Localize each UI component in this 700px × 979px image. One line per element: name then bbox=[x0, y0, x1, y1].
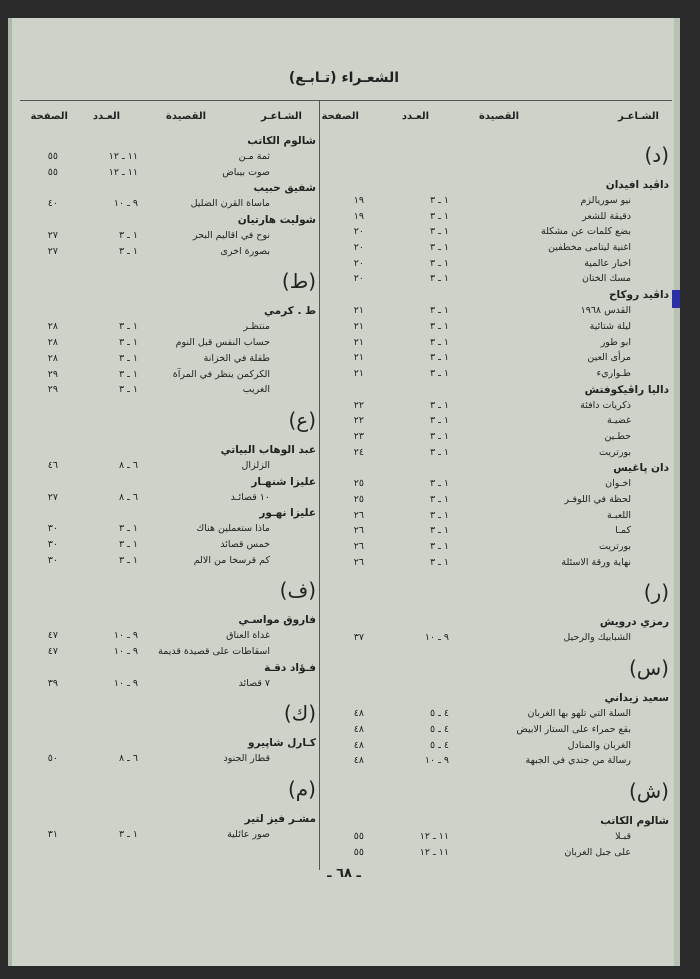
poem-row bbox=[18, 553, 316, 569]
poem-title: طفلة في الخزانة bbox=[203, 352, 270, 364]
poem-issue: ١ ـ ٣ bbox=[429, 273, 449, 285]
poem-issue: ١ ـ ٣ bbox=[429, 367, 449, 379]
poem-title: لحظة في اللوفـر bbox=[564, 494, 631, 505]
poem-page: ٢١ bbox=[353, 305, 364, 317]
poem-row bbox=[324, 476, 669, 492]
poem-title: ذكريات دافئة bbox=[580, 399, 631, 411]
poem-title: قبـلا bbox=[615, 830, 631, 842]
poem-title: القدس ١٩٦٨ bbox=[580, 305, 631, 317]
poem-page: ٢٧ bbox=[47, 230, 58, 242]
poem-page: ١٩ bbox=[353, 210, 364, 222]
poem-title: بورتريت bbox=[599, 541, 631, 553]
poem-row bbox=[18, 165, 316, 181]
poem-row bbox=[18, 521, 316, 537]
poem-issue: ١ ـ ٣ bbox=[429, 525, 449, 537]
poet-name: عليزا شنهـار bbox=[251, 475, 316, 488]
poem-page: ٢١ bbox=[353, 336, 364, 348]
poem-row bbox=[324, 722, 669, 738]
poem-row bbox=[324, 209, 669, 225]
left-column bbox=[18, 111, 316, 843]
poet-name: كـارل شاپيرو bbox=[247, 737, 316, 750]
poem-row bbox=[18, 751, 316, 767]
poem-title: كمـا bbox=[615, 525, 631, 537]
poem-title: صور عائلية bbox=[227, 829, 270, 841]
column-header bbox=[321, 111, 669, 133]
poem-row bbox=[18, 644, 316, 660]
poem-page: ٣٠ bbox=[47, 554, 58, 566]
poem-title: نهاية ورقة الاسئلة bbox=[561, 556, 631, 568]
poem-issue: ٩ ـ ١٠ bbox=[424, 632, 449, 644]
poem-page: ٢٩ bbox=[47, 368, 58, 380]
poet-name: داڤيد روكاح bbox=[608, 289, 669, 302]
poem-row bbox=[324, 193, 669, 209]
header-page: الصفحة bbox=[321, 111, 359, 122]
poem-row bbox=[324, 706, 669, 722]
poem-page: ٢١ bbox=[353, 320, 364, 332]
poet-name: عليزا نهـور bbox=[259, 507, 316, 520]
poem-row bbox=[18, 827, 316, 843]
section-letter-text: (م) bbox=[288, 777, 316, 802]
poet-name: عبد الوهاب البياتي bbox=[220, 443, 316, 456]
poem-title: ليلة شتائية bbox=[589, 320, 631, 332]
poem-title: منتظـر bbox=[243, 321, 270, 333]
poem-page: ٥٥ bbox=[353, 846, 364, 858]
poem-title: بورتريت bbox=[599, 446, 631, 458]
poem-row bbox=[324, 366, 669, 382]
header-page: الصفحة bbox=[30, 111, 68, 122]
poet-name: ط . كرمي bbox=[264, 305, 316, 318]
poet-name: فـؤاد دقـة bbox=[264, 661, 316, 674]
poem-row bbox=[324, 845, 669, 861]
poem-issue: ١ ـ ٣ bbox=[118, 554, 138, 566]
header-issue: العـدد bbox=[401, 111, 429, 122]
poem-issue: ١ ـ ٣ bbox=[118, 829, 138, 841]
poem-issue: ١ ـ ٣ bbox=[429, 494, 449, 505]
poem-title: اخبار عالمية bbox=[584, 257, 631, 269]
poem-page: ٥٥ bbox=[47, 151, 58, 162]
right-column bbox=[321, 111, 669, 860]
poem-issue: ٦ ـ ٨ bbox=[118, 753, 138, 765]
page-right-edge bbox=[674, 18, 680, 966]
poem-page: ٢٨ bbox=[47, 337, 58, 349]
poem-row bbox=[324, 398, 669, 414]
poem-page: ٢٠ bbox=[353, 273, 364, 285]
poem-issue: ٩ ـ ١٠ bbox=[113, 198, 138, 210]
poem-title: نوح في اقاليم البحر bbox=[192, 230, 270, 242]
poem-issue: ١ ـ ٣ bbox=[118, 384, 138, 396]
poem-row bbox=[18, 319, 316, 335]
header-poem: القصيدة bbox=[166, 111, 206, 122]
poem-issue: ١ ـ ٣ bbox=[429, 446, 449, 458]
poem-title: طـواريء bbox=[596, 367, 631, 379]
poem-row bbox=[324, 335, 669, 351]
poem-title: صوت بيباض bbox=[222, 166, 270, 178]
section-letter bbox=[324, 133, 669, 177]
poem-title: غضيـة bbox=[607, 415, 631, 427]
poem-row bbox=[18, 537, 316, 553]
poem-row bbox=[18, 196, 316, 212]
poem-page: ٥٠ bbox=[47, 753, 58, 765]
page-binding-edge bbox=[8, 18, 12, 966]
poem-issue: ١ ـ ٣ bbox=[429, 320, 449, 332]
poem-page: ٢٦ bbox=[353, 556, 364, 568]
poem-issue: ١ ـ ٣ bbox=[429, 226, 449, 238]
poem-issue: ١ ـ ٣ bbox=[118, 337, 138, 349]
poem-row bbox=[324, 303, 669, 319]
poem-row bbox=[324, 630, 669, 646]
poem-page: ٢٧ bbox=[47, 491, 58, 503]
poem-issue: ١ ـ ٣ bbox=[118, 245, 138, 257]
poem-row bbox=[324, 539, 669, 555]
poem-row bbox=[324, 753, 669, 769]
poem-page: ٥٥ bbox=[47, 166, 58, 178]
poem-page: ٢٨ bbox=[47, 352, 58, 364]
poem-row bbox=[324, 224, 669, 240]
poem-row bbox=[18, 335, 316, 351]
poem-title: مسك الختان bbox=[582, 273, 631, 285]
poem-title: خمس قصائد bbox=[220, 538, 270, 550]
poet-name: فاروق مواسـي bbox=[238, 614, 316, 627]
poet-name: شالوم الكاتب bbox=[247, 135, 316, 147]
poem-title: ثمة مـن bbox=[238, 151, 270, 162]
section-letter-text: (د) bbox=[644, 143, 669, 167]
poem-row bbox=[18, 244, 316, 260]
poem-title: الغربان والمنادل bbox=[567, 739, 631, 751]
poem-issue: ١ ـ ٣ bbox=[118, 368, 138, 380]
poem-row bbox=[324, 508, 669, 524]
poem-issue: ١ ـ ٣ bbox=[429, 415, 449, 427]
poem-row bbox=[18, 676, 316, 692]
poem-page: ١٩ bbox=[353, 195, 364, 206]
poem-title: الكركمن ينظر في المرآة bbox=[172, 368, 270, 380]
poem-page: ٢٠ bbox=[353, 242, 364, 254]
document-page bbox=[8, 18, 680, 966]
header-poem: القصيدة bbox=[479, 111, 519, 122]
poem-page: ٤٨ bbox=[353, 755, 364, 767]
poem-row bbox=[324, 555, 669, 571]
poem-page: ٢٦ bbox=[353, 525, 364, 537]
poem-page: ٢٢ bbox=[353, 399, 364, 411]
poem-title: ١٠ قصائـد bbox=[230, 491, 270, 503]
poem-page: ٢٥ bbox=[353, 478, 364, 490]
poem-issue: ١١ ـ ١٢ bbox=[108, 151, 138, 162]
poem-issue: ١ ـ ٣ bbox=[429, 430, 449, 442]
poem-title: ابو طور bbox=[600, 336, 631, 348]
section-letter bbox=[18, 568, 316, 612]
section-letter bbox=[324, 769, 669, 813]
poem-page: ٢١ bbox=[353, 367, 364, 379]
poem-row bbox=[18, 628, 316, 644]
poem-title: مرأى العين bbox=[587, 352, 631, 364]
poem-issue: ١ ـ ٣ bbox=[118, 230, 138, 242]
poem-title: ماساة القرن الضليل bbox=[190, 198, 270, 210]
poem-title: اخـوان bbox=[605, 478, 631, 490]
section-letter-text: (ر) bbox=[643, 580, 669, 605]
section-letter bbox=[18, 398, 316, 442]
header-poet: الشـاعـر bbox=[260, 111, 302, 122]
poem-page: ٥٥ bbox=[353, 830, 364, 842]
poem-page: ٣٩ bbox=[47, 677, 58, 689]
poet-name: شفيق حبيب bbox=[253, 182, 316, 195]
poem-row bbox=[324, 492, 669, 508]
poem-issue: ١ ـ ٣ bbox=[429, 541, 449, 553]
poem-title: على جبل الغربان bbox=[564, 846, 631, 858]
poet-name: مشـر فيز لتير bbox=[244, 813, 316, 826]
poem-issue: ٩ ـ ١٠ bbox=[424, 755, 449, 767]
poem-issue: ١ ـ ٣ bbox=[429, 257, 449, 269]
section-letter-text: (ط) bbox=[281, 269, 316, 294]
poem-page: ٣١ bbox=[47, 829, 58, 841]
poem-row bbox=[324, 738, 669, 754]
poem-row bbox=[18, 458, 316, 474]
poem-page: ٢٥ bbox=[353, 494, 364, 505]
poem-page: ٢٩ bbox=[47, 384, 58, 396]
poet-name: دان پاغيس bbox=[613, 462, 669, 475]
poem-issue: ١ ـ ٣ bbox=[429, 352, 449, 364]
section-letter-text: (ش) bbox=[628, 778, 669, 803]
poet-name: رمزي درويش bbox=[599, 616, 669, 629]
poem-issue: ٩ ـ ١٠ bbox=[113, 630, 138, 642]
poem-issue: ١ ـ ٣ bbox=[429, 556, 449, 568]
poem-page: ٢٦ bbox=[353, 509, 364, 521]
column-divider bbox=[319, 100, 320, 870]
poem-page: ٤٨ bbox=[353, 723, 364, 735]
poem-page: ٢٧ bbox=[47, 245, 58, 257]
poem-issue: ٤ ـ ٥ bbox=[429, 723, 449, 735]
poem-title: حطـين bbox=[604, 430, 631, 442]
poet-name: داڤيد افيدان bbox=[605, 179, 669, 191]
poem-issue: ١ ـ ٣ bbox=[429, 195, 449, 206]
bookmark-tab bbox=[672, 290, 680, 308]
poem-issue: ١١ ـ ١٢ bbox=[108, 166, 138, 178]
section-letter-text: (ف) bbox=[279, 578, 316, 603]
poem-issue: ٦ ـ ٨ bbox=[118, 491, 138, 503]
poem-issue: ١١ ـ ١٢ bbox=[419, 846, 449, 858]
poem-issue: ٩ ـ ١٠ bbox=[113, 677, 138, 689]
poem-issue: ١ ـ ٣ bbox=[118, 321, 138, 333]
poem-page: ٢٦ bbox=[353, 541, 364, 553]
poem-title: رسالة من جندي في الجبهة bbox=[525, 755, 631, 767]
poem-page: ٤٦ bbox=[47, 459, 58, 471]
poem-issue: ١ ـ ٣ bbox=[118, 538, 138, 550]
poem-issue: ٤ ـ ٥ bbox=[429, 708, 449, 720]
poem-title: ماذا ستعملين هناك bbox=[196, 523, 270, 535]
poem-title: اسقاطات على قصيدة قديمة bbox=[158, 646, 270, 657]
poem-row bbox=[324, 319, 669, 335]
section-letter bbox=[324, 570, 669, 614]
poem-page: ٢١ bbox=[353, 352, 364, 364]
section-letter-text: (ع) bbox=[288, 407, 316, 432]
poem-row bbox=[18, 367, 316, 383]
poem-title: قطار الجنود bbox=[223, 753, 270, 765]
poem-row bbox=[324, 240, 669, 256]
page-title: الشعـراء (تـابـع) bbox=[288, 70, 400, 86]
poem-row bbox=[324, 523, 669, 539]
poem-title: الزلزال bbox=[241, 459, 270, 471]
section-letter bbox=[18, 259, 316, 303]
poem-issue: ٦ ـ ٨ bbox=[118, 459, 138, 471]
poem-title: دقيقة للشعر bbox=[582, 210, 631, 222]
poem-title: نيو سوريالزم bbox=[580, 195, 631, 206]
poem-issue: ١ ـ ٣ bbox=[429, 336, 449, 348]
poem-title: الشبابيك والرحيل bbox=[563, 632, 631, 644]
poet-name: شالوم الكاتب bbox=[600, 814, 669, 827]
poet-name: داليا راڤيكوفتش bbox=[584, 383, 669, 396]
poem-page: ٢٣ bbox=[353, 430, 364, 442]
poem-page: ٣٠ bbox=[47, 538, 58, 550]
poem-page: ٣٠ bbox=[47, 523, 58, 535]
section-letter bbox=[18, 767, 316, 811]
section-letter bbox=[18, 691, 316, 735]
poem-row bbox=[324, 829, 669, 845]
poem-issue: ١ ـ ٣ bbox=[118, 352, 138, 364]
poet-name: سعيد زيداني bbox=[604, 692, 669, 705]
poem-row bbox=[324, 413, 669, 429]
poem-page: ٤٧ bbox=[47, 630, 58, 642]
poem-issue: ١ ـ ٣ bbox=[429, 242, 449, 254]
poem-title: اغنية ليتامى مخطفين bbox=[548, 242, 631, 254]
poem-page: ٢٢ bbox=[353, 415, 364, 427]
poem-issue: ٤ ـ ٥ bbox=[429, 739, 449, 751]
poem-issue: ٩ ـ ١٠ bbox=[113, 646, 138, 657]
header-issue: العـدد bbox=[92, 111, 120, 122]
poem-row bbox=[18, 382, 316, 398]
poem-title: بقع حمراء على الستار الابيض bbox=[516, 723, 631, 735]
poem-issue: ١ ـ ٣ bbox=[429, 210, 449, 222]
header-poet: الشـاعـر bbox=[617, 111, 659, 122]
poem-issue: ١١ ـ ١٢ bbox=[419, 830, 449, 842]
poem-page: ٤٧ bbox=[47, 646, 58, 657]
poem-page: ٤٨ bbox=[353, 739, 364, 751]
poem-row bbox=[18, 228, 316, 244]
poem-title: كم قرسخا من الالم bbox=[193, 554, 270, 566]
poem-page: ٢٠ bbox=[353, 257, 364, 269]
poem-issue: ١ ـ ٣ bbox=[118, 523, 138, 535]
poem-row bbox=[324, 271, 669, 287]
poem-title: غداة العناق bbox=[226, 630, 270, 642]
poem-title: السلة التي تلهو بها الغربان bbox=[527, 708, 631, 720]
poem-page: ٢٤ bbox=[353, 446, 364, 458]
poem-row bbox=[324, 445, 669, 461]
poem-title: الغريب bbox=[242, 384, 270, 396]
poem-title: ٧ قصائد bbox=[238, 677, 270, 689]
poem-page: ٤٨ bbox=[353, 708, 364, 720]
poem-issue: ١ ـ ٣ bbox=[429, 509, 449, 521]
column-header bbox=[18, 111, 316, 133]
poem-issue: ١ ـ ٣ bbox=[429, 399, 449, 411]
poem-page: ٣٧ bbox=[353, 632, 364, 644]
poem-row bbox=[18, 351, 316, 367]
poem-title: حساب النفس قبل النوم bbox=[175, 337, 270, 349]
poem-title: بصورة اخرى bbox=[220, 245, 270, 257]
poem-page: ٢٨ bbox=[47, 321, 58, 333]
section-letter bbox=[324, 646, 669, 690]
poem-issue: ١ ـ ٣ bbox=[429, 305, 449, 317]
header-rule bbox=[20, 100, 672, 101]
poem-row bbox=[324, 350, 669, 366]
poem-issue: ١ ـ ٣ bbox=[429, 478, 449, 490]
poem-page: ٤٠ bbox=[47, 198, 58, 210]
poem-row bbox=[324, 429, 669, 445]
poem-title: بضع كلمات عن مشكلة bbox=[541, 226, 631, 238]
poem-row bbox=[18, 149, 316, 165]
poem-page: ٢٠ bbox=[353, 226, 364, 238]
poem-row bbox=[18, 490, 316, 506]
poem-title: اللعبـة bbox=[606, 509, 631, 521]
poet-name: شوليت هارتيان bbox=[237, 214, 316, 227]
poem-row bbox=[324, 256, 669, 272]
section-letter-text: (س) bbox=[628, 656, 669, 681]
page-number: ـ ٦٨ ـ bbox=[327, 866, 361, 881]
section-letter-text: (ك) bbox=[283, 701, 316, 726]
